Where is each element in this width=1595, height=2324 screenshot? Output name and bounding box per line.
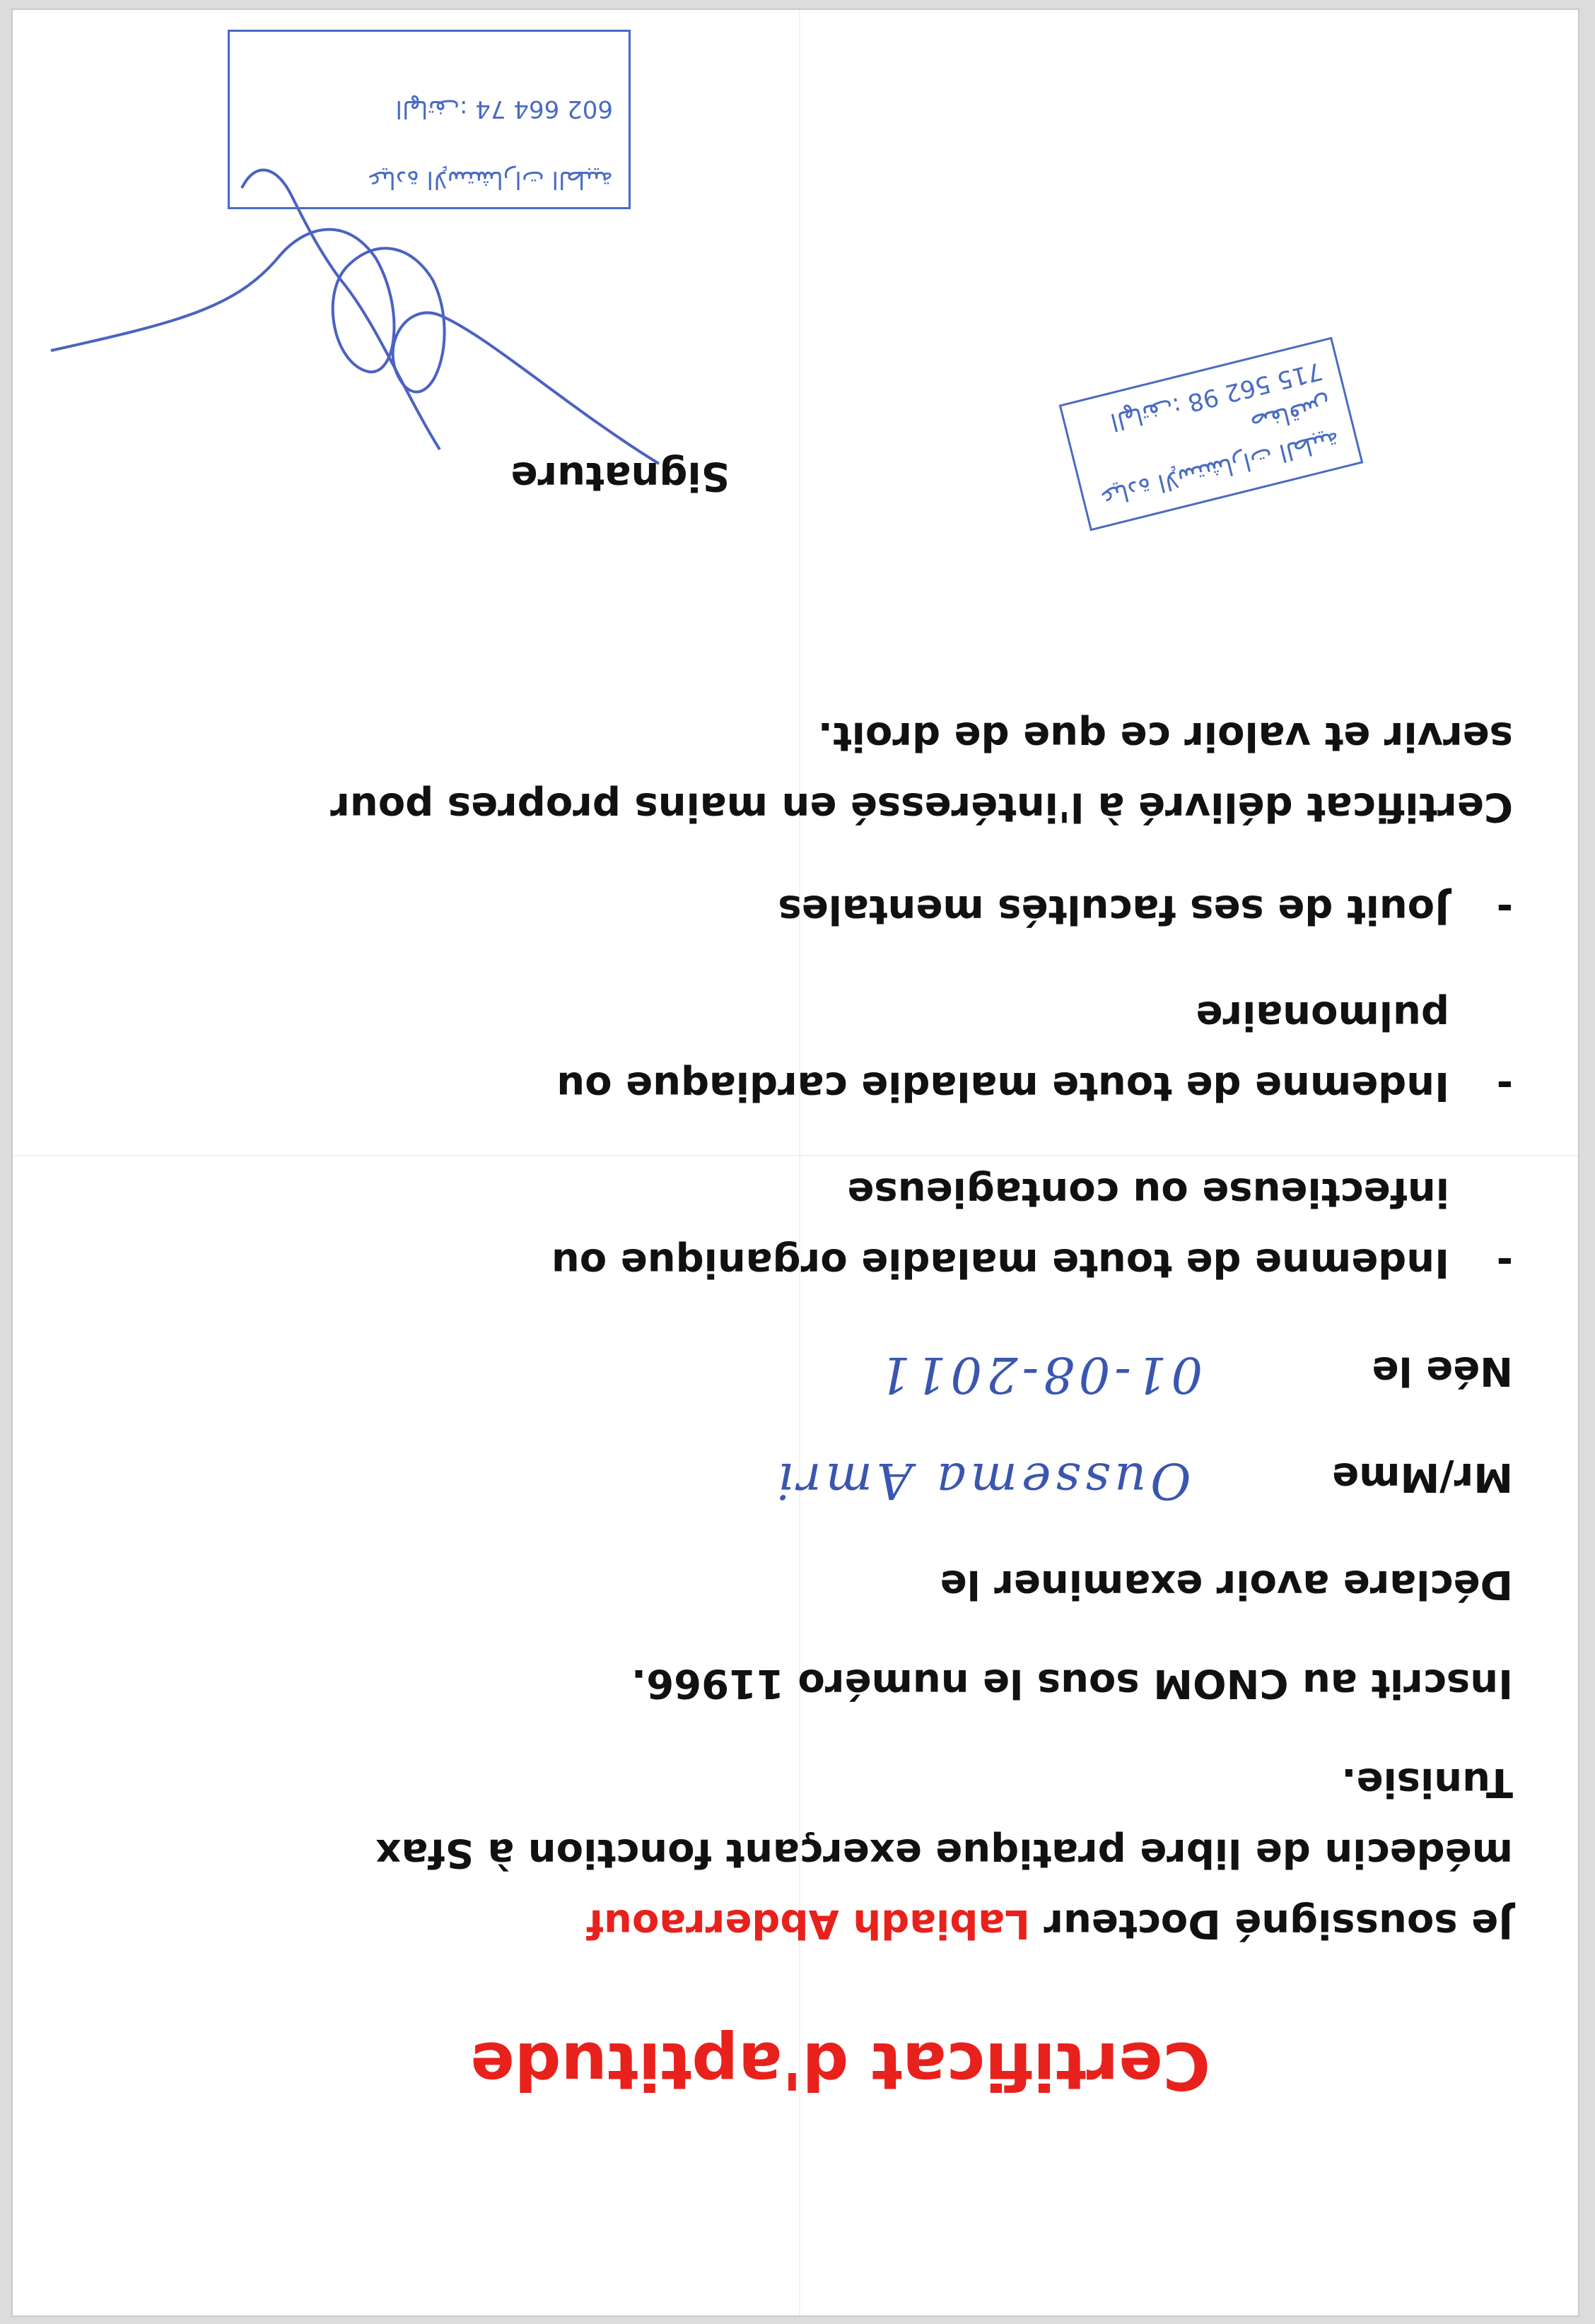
- intro-prefix: Je soussigné Docteur: [1029, 1901, 1513, 1947]
- declaration-line: Déclare avoir examiner le: [940, 1561, 1513, 1607]
- bullet-dash: -: [1496, 1063, 1513, 1109]
- condition-item-1: -Indemne de toute maladie organique ou infectieuse ou contagieuse: [551, 1156, 1513, 1298]
- condition-item-3: -Jouit de ses facultés mentales: [778, 874, 1513, 944]
- signature-label: Signature: [510, 453, 730, 499]
- doctor-name: Labiadh Abderraouf: [586, 1901, 1030, 1947]
- patient-label: Mr/Mme: [1332, 1454, 1513, 1500]
- certificate-title: Certificat d'aptitude: [470, 2028, 1210, 2103]
- registration-line: Inscrit au CNOM sous le numéro 11966.: [631, 1660, 1513, 1706]
- patient-row: [773, 1452, 1513, 1510]
- intro-line-2: médecin de libre pratique exerçant fonction à Sfax: [375, 1830, 1513, 1876]
- bullet-dash: -: [1496, 1240, 1513, 1286]
- bullet-dash: -: [1496, 886, 1513, 932]
- clinic-stamp-mobile: عيادة الإستشارات الطبية صفاقس الهاتف: 98 562 715: [1059, 337, 1364, 532]
- birth-date-handwritten: 01-08-2011: [875, 1346, 1203, 1404]
- intro-line-1: [99, 1898, 1513, 1948]
- closing-line-2: servir et valoir ce que de droit.: [817, 713, 1513, 759]
- closing-line-1: Certificat délivré à l'intéressé en mains propres pour: [330, 784, 1513, 830]
- certificate-page: [13, 10, 1578, 2316]
- clinic-stamp-phone: عيادة الإستشارات الطبية الهاتف: 74 664 602: [228, 30, 631, 209]
- patient-name-handwritten: Oussema Amri: [773, 1452, 1191, 1510]
- intro-line-3: Tunisie.: [1341, 1759, 1513, 1805]
- birth-row: [875, 1346, 1513, 1404]
- birth-label: Née le: [1372, 1348, 1513, 1394]
- condition-item-2: -Indemne de toute maladie cardiaque ou pulmonaire: [556, 980, 1513, 1121]
